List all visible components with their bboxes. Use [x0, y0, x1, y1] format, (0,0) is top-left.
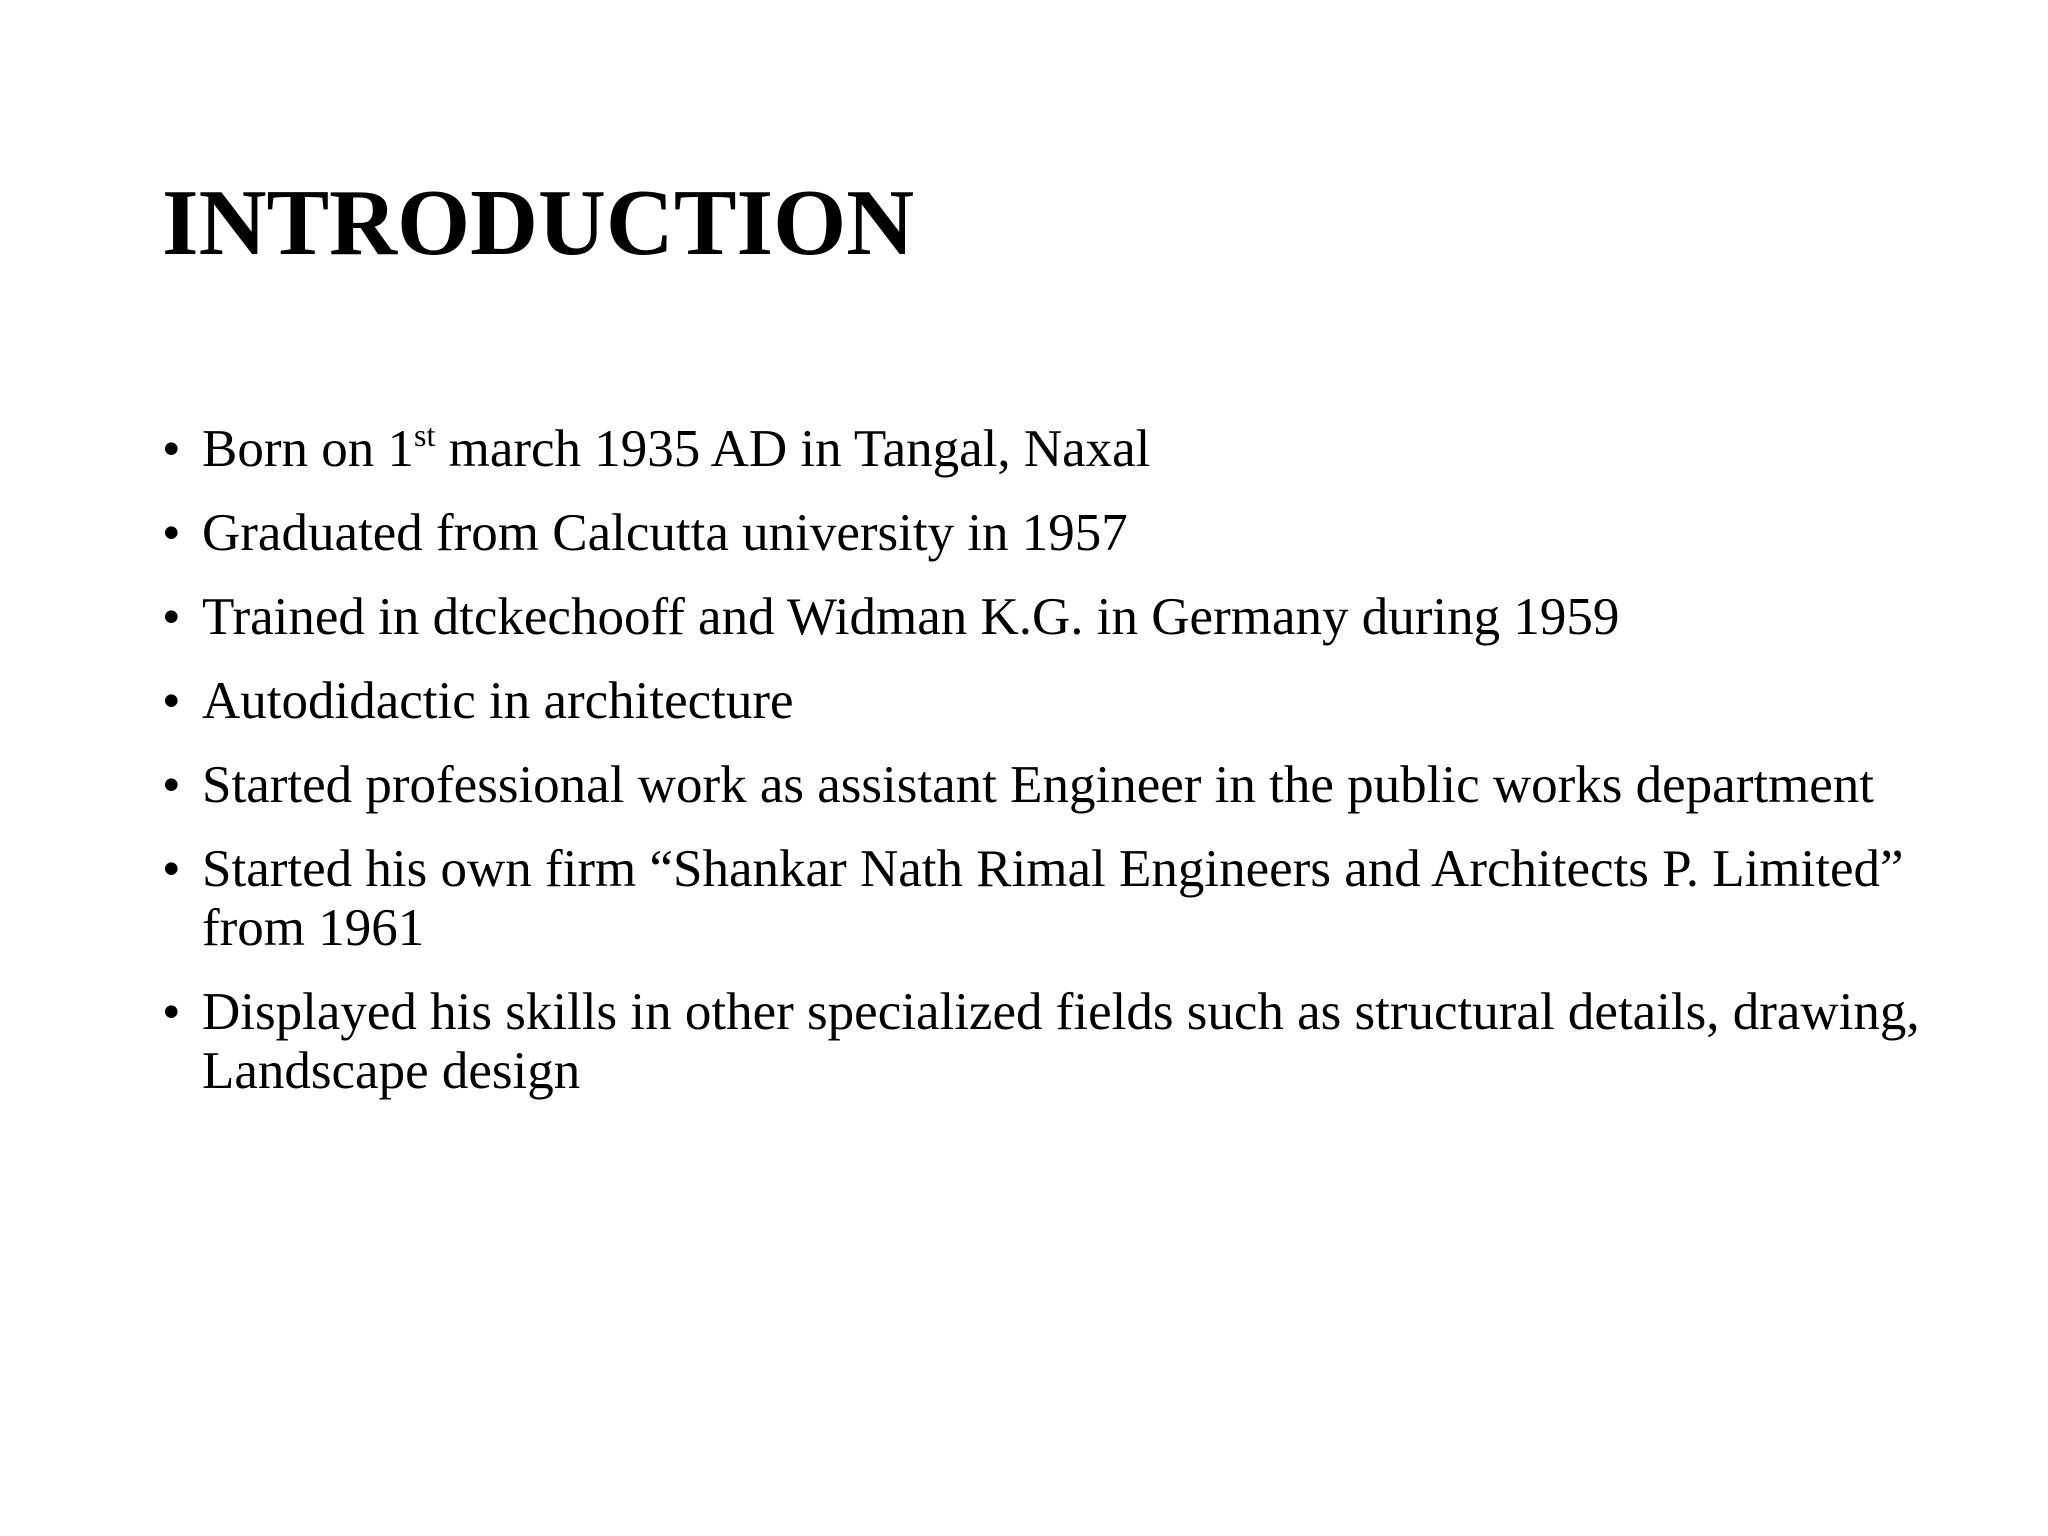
list-item — [162, 672, 1922, 731]
bullet-text-superscript: st — [414, 417, 436, 453]
list-item — [162, 588, 1922, 647]
bullet-text: Started professional work as assistant Engineer in the public works department — [202, 756, 1875, 814]
bullet-text-prefix: Born on 1 — [202, 420, 414, 478]
bullet-text: Autodidactic in architecture — [202, 672, 794, 730]
bullet-icon: • — [162, 840, 181, 898]
list-item — [162, 756, 1922, 815]
list-item — [162, 504, 1922, 563]
bullet-list — [162, 417, 1922, 1126]
bullet-icon: • — [162, 756, 181, 814]
bullet-icon: • — [162, 672, 181, 730]
slide-title: INTRODUCTION — [162, 171, 915, 275]
bullet-text-suffix: march 1935 AD in Tangal, Naxal — [435, 420, 1151, 478]
bullet-text: Trained in dtckechooff and Widman K.G. in Germany during 1959 — [202, 588, 1620, 646]
list-item — [162, 417, 1922, 479]
bullet-icon: • — [162, 504, 181, 562]
list-item — [162, 983, 1922, 1101]
bullet-icon: • — [162, 983, 181, 1041]
bullet-icon: • — [162, 420, 181, 478]
bullet-text: Graduated from Calcutta university in 1957 — [202, 504, 1128, 562]
bullet-text: Started his own firm “Shankar Nath Rimal Engineers and Architects P. Limited” from 1961 — [202, 840, 1904, 957]
bullet-text: Displayed his skills in other specialized fields such as structural details, drawing, Landscape design — [202, 983, 1920, 1100]
bullet-icon: • — [162, 588, 181, 646]
list-item — [162, 840, 1922, 958]
